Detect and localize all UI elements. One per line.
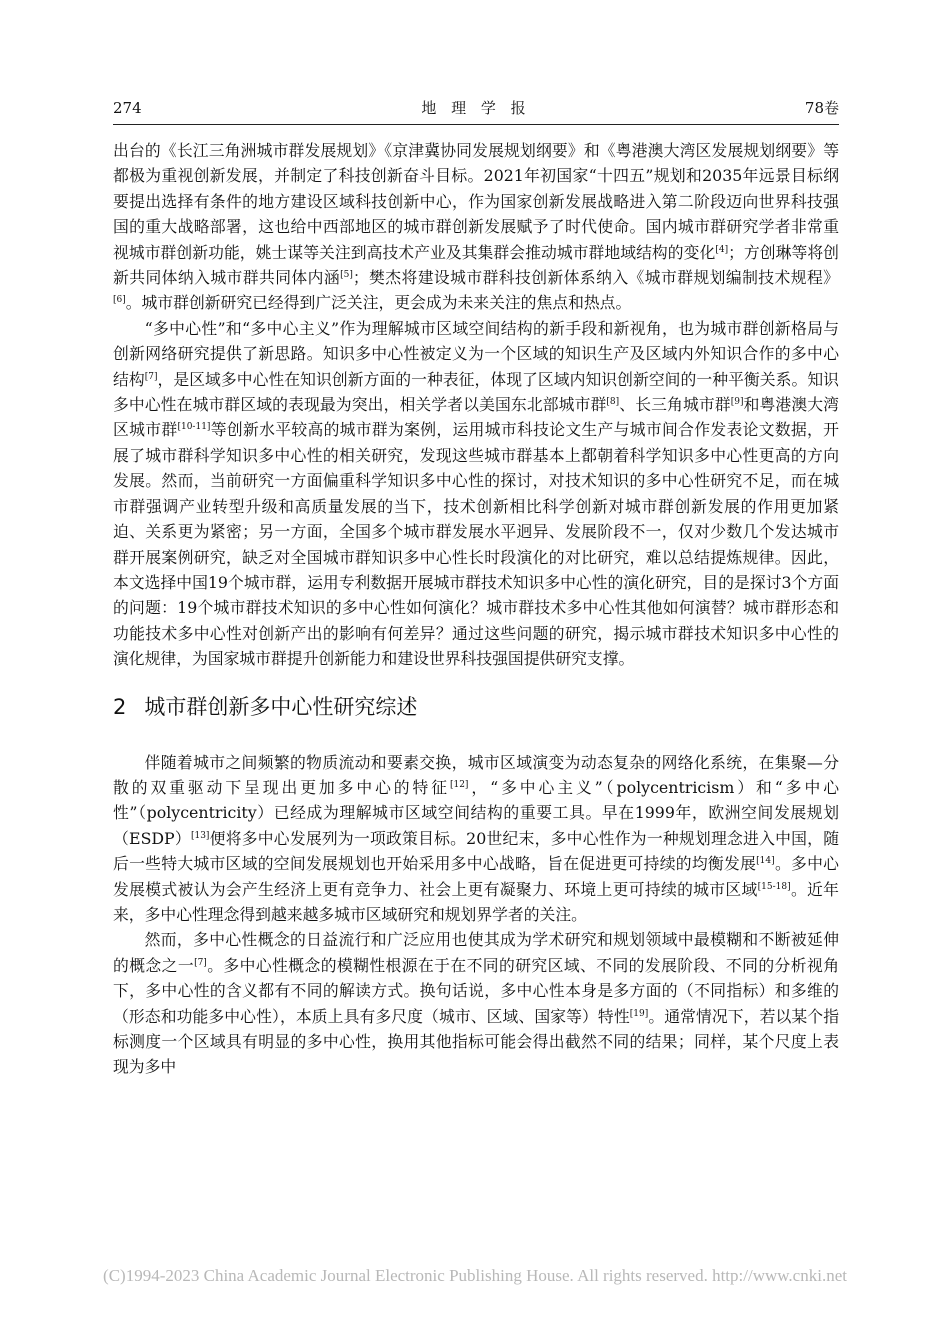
citation[interactable]: [12] — [449, 779, 469, 790]
citation[interactable]: [8] — [606, 397, 620, 408]
paragraph-4: 然而，多中心性概念的日益流行和广泛应用也使其成为学术研究和规划领域中最模糊和不断被延伸的概念之一[7]。多中心性概念的模糊性根源在于在不同的研究区域、不同的发展阶段、不同的分析视角下，多中心性的含义都有不同的解读方式。换句话说，多中心性本身是多方面的（不同指标）和多维的（形态和功能多中心性），本质上具有多尺度（城市、区域、国家等）特性[19]。通常情况下，若以某个指标测度一个区域具有明显的多中心性，换用其他指标可能会得出截然不同的结果；同样，某个尺度上表现为多中 — [113, 930, 839, 1077]
section-heading — [113, 692, 839, 722]
paragraph-2: “多中心性”和“多中心主义”作为理解城市区域空间结构的新手段和新视角，也为城市群创新格局与创新网络研究提供了新思路。知识多中心性被定义为一个区域的知识生产及区域内外知识合作的多中心结构[7]，是区域多中心性在知识创新方面的一种表征，体现了区域内知识创新空间的一种平衡关系。知识多中心性在城市群区域的表现最为突出，相关学者以美国东北部城市群[8]、长三角城市群[9]和粤港澳大湾区城市群[10-11]等创新水平较高的城市群为案例，运用城市科技论文生产与城市间合作发表论文数据，开展了城市群科学知识多中心性的相关研究，发现这些城市群基本上都朝着科学知识多中心性更高的方向发展。然而，当前研究一方面偏重科学知识多中心性的探讨，对技术知识的多中心性研究不足，而在城市群强调产业转型升级和高质量发展的当下，技术创新相比科学创新对城市群创新发展的作用更加紧迫、关系更为紧密；另一方面，全国多个城市群发展水平迥异、发展阶段不一，仅对少数几个发达城市群开展案例研究，缺乏对全国城市群知识多中心性长时段演化的对比研究，难以总结提炼规律。因此，本文选择中国19个城市群，运用专利数据开展城市群技术知识多中心性的演化研究，目的是探讨3个方面的问题：19个城市群技术知识的多中心性如何演化？城市群技术多中心性其他如何演替？城市群形态和功能技术多中心性对创新产出的影响有何差异？通过这些问题的研究，揭示城市群技术知识多中心性的演化规律，为国家城市群提升创新能力和建设世界科技强国提供研究支撑。 — [113, 318, 839, 669]
citation[interactable]: [4] — [715, 244, 729, 255]
citation[interactable]: [10-11] — [177, 422, 211, 433]
section-number: 2 — [113, 694, 127, 719]
journal-name: 地 理 学 报 — [421, 99, 531, 117]
citation[interactable]: [9] — [730, 397, 744, 408]
page-number: 274 — [113, 99, 142, 117]
header-rule — [113, 124, 839, 125]
citation[interactable]: [7] — [144, 371, 158, 382]
copyright-footer: (C)1994-2023 China Academic Journal Electronic Publishing House. All rights reserved. http://www.cnki.net — [103, 1266, 847, 1285]
paragraph-1: 出台的《长江三角洲城市群发展规划》《京津冀协同发展规划纲要》和《粤港澳大湾区发展规划纲要》等都极为重视创新发展，并制定了科技创新奋斗目标。2021年初国家“十四五”规划和2035年远景目标纲要提出选择有条件的地方建设区域科技创新中心，作为国家创新发展战略进入第二阶段迈向世界科技强国的重大战略部署，这也给中西部地区的城市群创新发展赋予了时代使命。国内城市群研究学者非常重视城市群创新功能，姚士谋等关注到高技术产业及其集群会推动城市群地域结构的变化[4]；方创琳等将创新共同体纳入城市群共同体内涵[5]；樊杰将建设城市群科技创新体系纳入《城市群规划编制技术规程》[6]。城市群创新研究已经得到广泛关注，更会成为未来关注的焦点和热点。 — [113, 141, 839, 313]
section-title: 城市群创新多中心性研究综述 — [144, 694, 418, 719]
citation[interactable]: [14] — [756, 856, 775, 867]
paragraph-3: 伴随着城市之间频繁的物质流动和要素交换，城市区域演变为动态复杂的网络化系统，在集聚—分散的双重驱动下呈现出更加多中心的特征[12]，“多中心主义”（polycentricism）和“多中心性”（polycentricity）已经成为理解城市区域空间结构的重要工具。早在1999年，欧洲空间发展规划（ESDP）[13]便将多中心发展列为一项政策目标。20世纪末，多中心性作为一种规划理念进入中国，随后一些特大城市区域的空间发展规划也开始采用多中心战略，旨在促进更可持续的均衡发展[14]。多中心发展模式被认为会产生经济上更有竞争力、社会上更有凝聚力、环境上更可持续的城市区域[15-18]。近年来，多中心性理念得到越来越多城市区域研究和规划界学者的关注。 — [113, 752, 839, 924]
citation[interactable]: [5] — [340, 270, 353, 281]
citation[interactable]: [19] — [629, 1008, 649, 1019]
citation[interactable]: [13] — [190, 830, 210, 841]
running-header — [113, 96, 839, 120]
volume-label: 78卷 — [804, 99, 839, 117]
citation[interactable]: [15-18] — [757, 881, 791, 892]
citation[interactable]: [7] — [194, 957, 207, 968]
article-body — [113, 138, 839, 1080]
citation[interactable]: [6] — [113, 295, 126, 306]
